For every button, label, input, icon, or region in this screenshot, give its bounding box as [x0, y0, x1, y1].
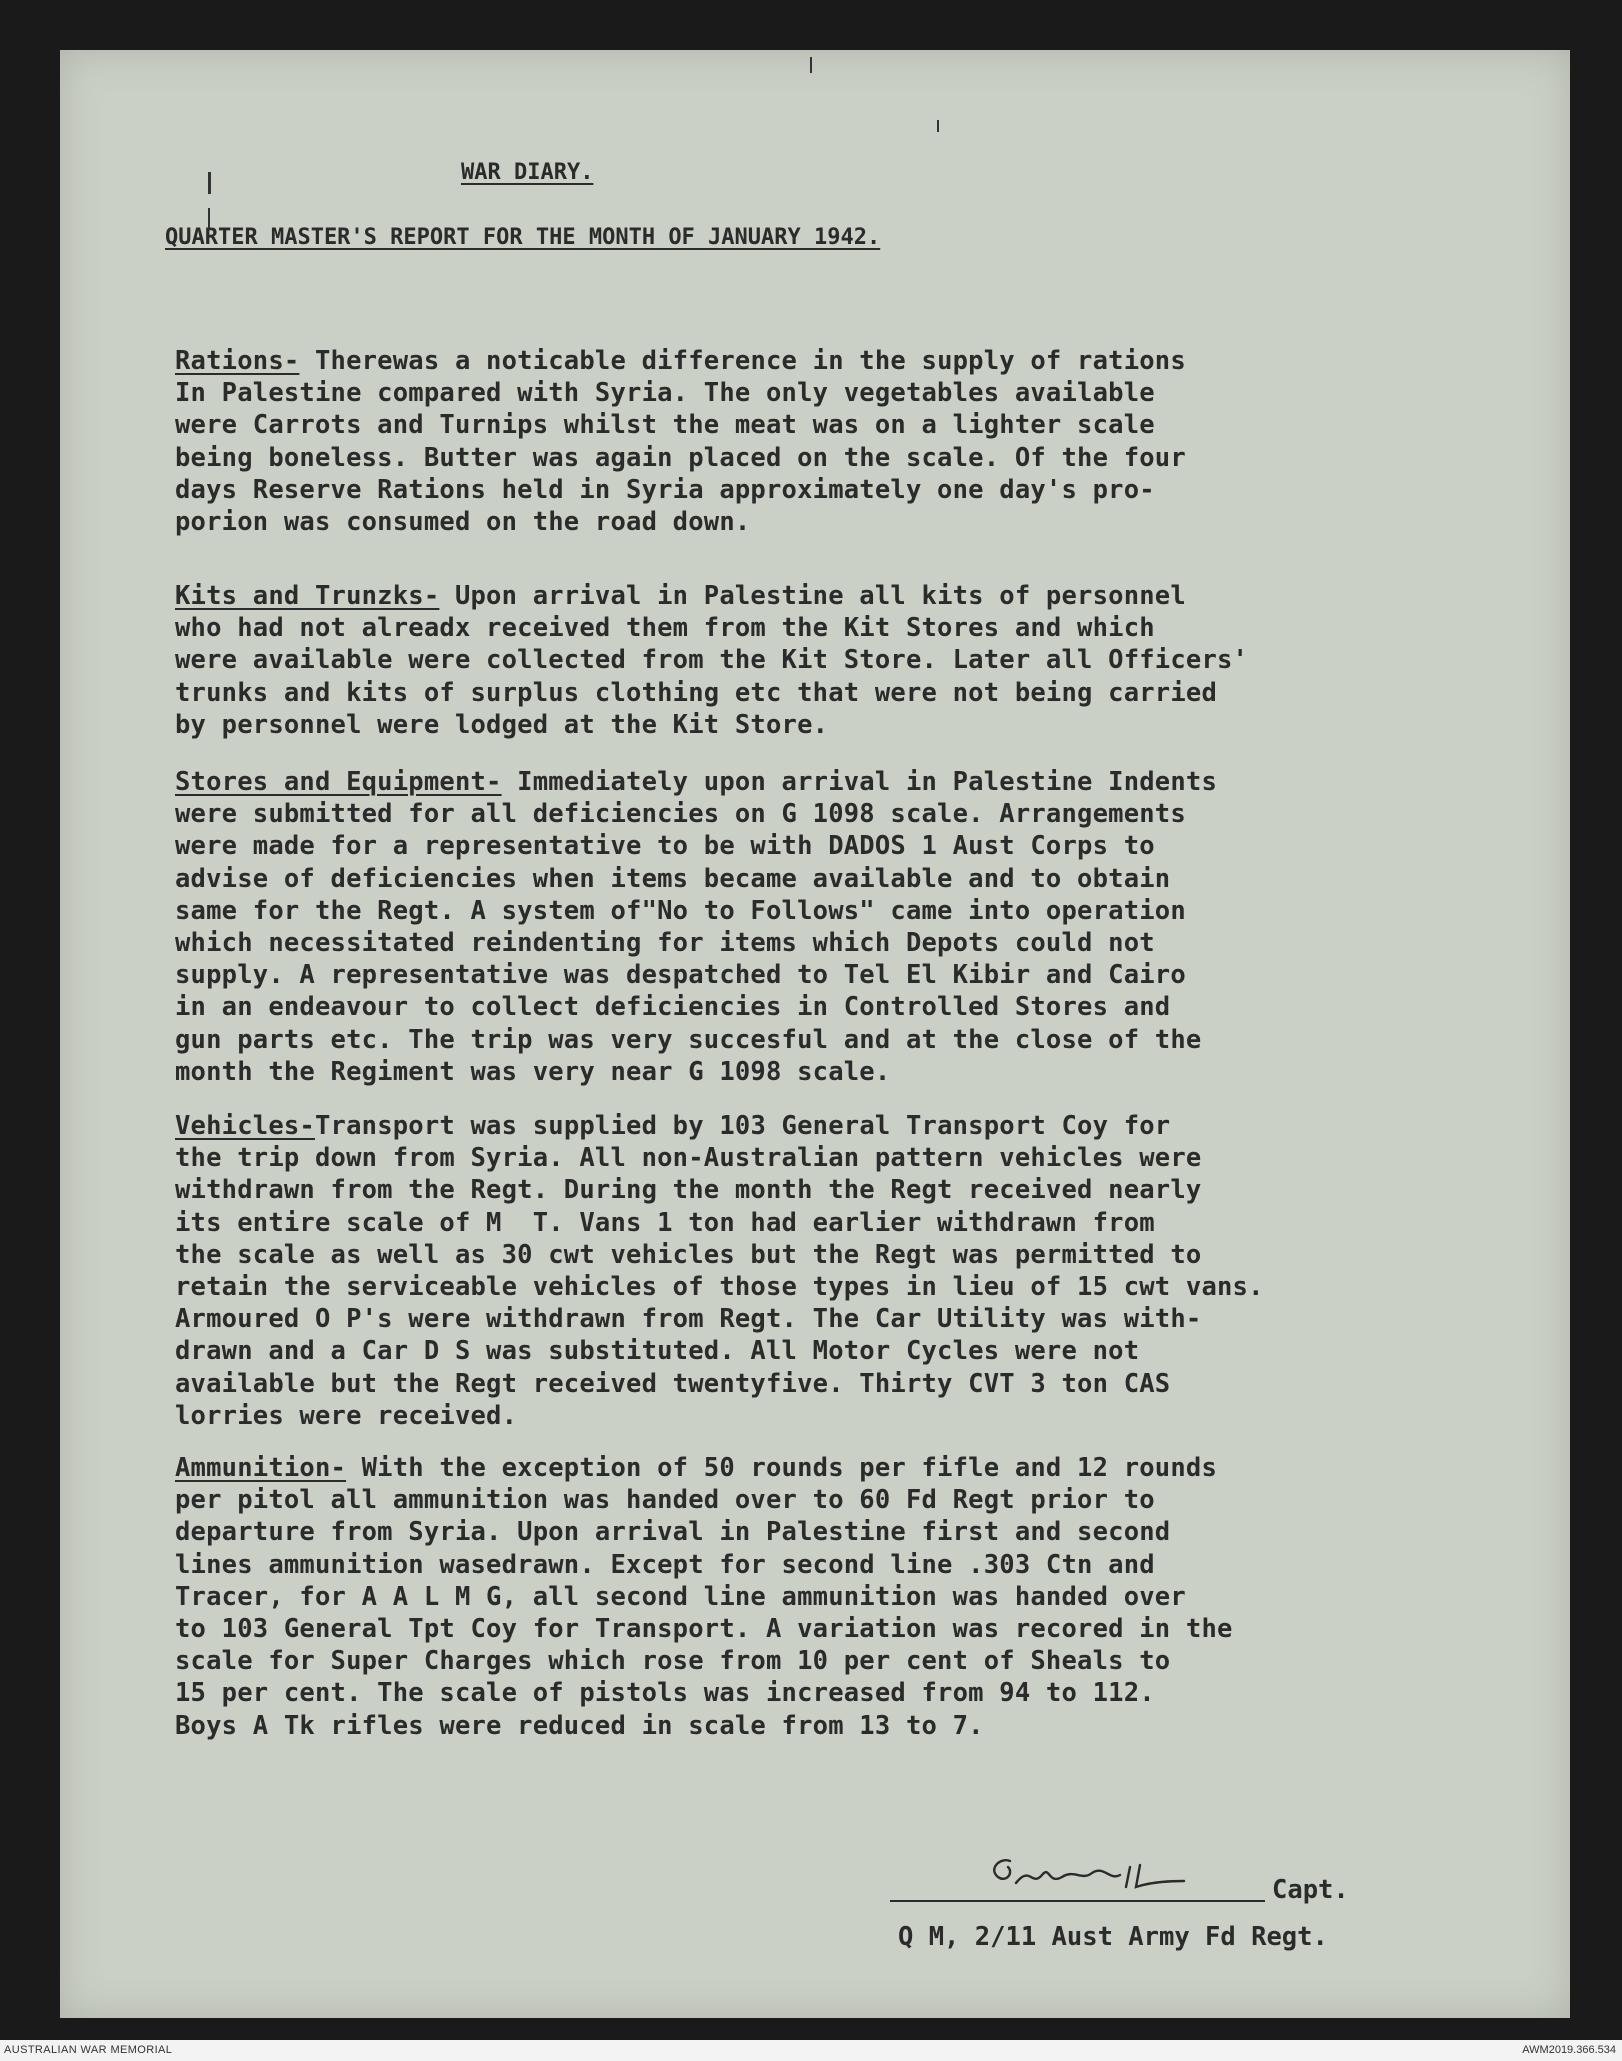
section-text: the trip down from Syria. All non-Australian pattern vehicles were	[175, 1143, 1202, 1174]
section-line	[175, 1484, 1233, 1516]
signature-block	[890, 1855, 1450, 1955]
archive-credit: AUSTRALIAN WAR MEMORIAL	[4, 2044, 173, 2056]
section-stores-and-equipment	[175, 766, 1217, 1088]
margin-mark	[810, 57, 812, 73]
section-rations	[175, 345, 1186, 538]
section-text: were Carrots and Turnips whilst the meat was on a lighter scale	[175, 410, 1155, 441]
section-line	[175, 927, 1217, 959]
section-heading: Stores and Equipment-	[175, 767, 502, 797]
section-line	[175, 1710, 1233, 1742]
section-heading: Rations-	[175, 346, 300, 376]
section-text: gun parts etc. The trip was very succesful and at the close of the	[175, 1024, 1202, 1055]
section-line	[175, 863, 1217, 895]
section-line	[175, 830, 1217, 862]
document-subtitle: QUARTER MASTER'S REPORT FOR THE MONTH OF JANUARY 1942.	[165, 225, 881, 250]
section-line	[175, 959, 1217, 991]
section-text: Armoured O P's were withdrawn from Regt. The Car Utility was with-	[175, 1304, 1202, 1335]
section-text: With the exception of 50 rounds per fifle and 12 rounds	[346, 1453, 1218, 1483]
section-line	[175, 677, 1248, 709]
section-text: Transport was supplied by 103 General Transport Coy for	[314, 1111, 1171, 1141]
section-text: retain the serviceable vehicles of those types in lieu of 15 cwt vans.	[175, 1271, 1264, 1302]
section-text: Tracer, for A A L M G, all second line ammunition was handed over	[175, 1581, 1186, 1612]
section-text: the scale as well as 30 cwt vehicles but the Regt was permitted to	[175, 1239, 1202, 1270]
section-line	[175, 991, 1217, 1023]
section-line	[175, 409, 1186, 441]
section-text: Boys A Tk rifles were reduced in scale from 13 to 7.	[175, 1710, 984, 1741]
section-line	[175, 474, 1186, 506]
section-text: per pitol all ammunition was handed over to 60 Fd Regt prior to	[175, 1485, 1155, 1516]
section-line	[175, 644, 1248, 676]
section-text: Upon arrival in Palestine all kits of personnel	[439, 581, 1186, 611]
section-text: withdrawn from the Regt. During the month the Regt received nearly	[175, 1175, 1202, 1206]
section-text: In Palestine compared with Syria. The only vegetables available	[175, 378, 1155, 409]
section-heading: Vehicles-	[175, 1111, 315, 1141]
section-line	[175, 1303, 1264, 1335]
section-heading: Ammunition-	[175, 1453, 347, 1483]
section-line	[175, 377, 1186, 409]
signature-rank: Capt.	[1272, 1875, 1349, 1905]
section-text: porion was consumed on the road down.	[175, 506, 751, 537]
section-line	[175, 1452, 1233, 1484]
section-text: available but the Regt received twentyfive. Thirty CVT 3 ton CAS	[175, 1368, 1171, 1399]
section-line	[175, 1142, 1264, 1174]
section-text: scale for Super Charges which rose from 10 per cent of Sheals to	[175, 1646, 1171, 1677]
section-line	[175, 580, 1248, 612]
margin-mark	[937, 120, 939, 132]
section-vehicles	[175, 1110, 1264, 1432]
section-text: its entire scale of M T. Vans 1 ton had earlier withdrawn from	[175, 1207, 1155, 1238]
section-text: trunks and kits of surplus clothing etc that were not being carried	[175, 677, 1218, 708]
section-text: supply. A representative was despatched to Tel El Kibir and Cairo	[175, 960, 1186, 991]
section-line	[175, 1549, 1233, 1581]
section-line	[175, 1581, 1233, 1613]
section-text: which necessitated reindenting for items which Depots could not	[175, 927, 1155, 958]
section-line	[175, 1239, 1264, 1271]
section-text: 15 per cent. The scale of pistols was increased from 94 to 112.	[175, 1678, 1155, 1709]
section-text: by personnel were lodged at the Kit Store.	[175, 709, 829, 740]
section-text: who had not alreadx received them from the Kit Stores and which	[175, 613, 1155, 644]
section-line	[175, 1645, 1233, 1677]
section-line	[175, 1110, 1264, 1142]
section-text: lines ammunition wasedrawn. Except for second line .303 Ctn and	[175, 1549, 1155, 1580]
section-line	[175, 1400, 1264, 1432]
section-ammunition	[175, 1452, 1233, 1742]
section-text: were submitted for all deficiencies on G 1098 scale. Arrangements	[175, 799, 1186, 830]
section-heading: Kits and Trunzks-	[175, 581, 440, 611]
section-text: advise of deficiencies when items became available and to obtain	[175, 863, 1171, 894]
section-text: Therewas a noticable difference in the supply of rations	[299, 346, 1186, 376]
section-text: to 103 General Tpt Coy for Transport. A variation was recored in the	[175, 1613, 1233, 1644]
section-text: drawn and a Car D S was substituted. All Motor Cycles were not	[175, 1336, 1140, 1367]
section-line	[175, 1207, 1264, 1239]
section-line	[175, 1516, 1233, 1548]
section-text: were available were collected from the Kit Store. Later all Officers'	[175, 645, 1249, 676]
section-line	[175, 506, 1186, 538]
handwritten-signature	[970, 1847, 1210, 1905]
section-line	[175, 345, 1186, 377]
section-line	[175, 709, 1248, 741]
section-text: being boneless. Butter was again placed on the scale. Of the four	[175, 442, 1186, 473]
section-text: lorries were received.	[175, 1400, 518, 1431]
section-text: month the Regiment was very near G 1098 scale.	[175, 1056, 891, 1087]
section-line	[175, 1271, 1264, 1303]
archive-reference: AWM2019.366.534	[1522, 2044, 1616, 2056]
signature-unit: Q M, 2/11 Aust Army Fd Regt.	[898, 1922, 1328, 1952]
section-line	[175, 1677, 1233, 1709]
section-line	[175, 1335, 1264, 1367]
margin-mark	[208, 172, 211, 194]
section-line	[175, 442, 1186, 474]
section-line	[175, 1368, 1264, 1400]
section-kits-and-trunks	[175, 580, 1248, 741]
section-line	[175, 1174, 1264, 1206]
section-text: were made for a representative to be with DADOS 1 Aust Corps to	[175, 831, 1155, 862]
section-text: days Reserve Rations held in Syria approximately one day's pro-	[175, 474, 1155, 505]
signature-line	[890, 1900, 1265, 1902]
section-line	[175, 766, 1217, 798]
section-line	[175, 798, 1217, 830]
section-line	[175, 1056, 1217, 1088]
document-title: WAR DIARY.	[461, 160, 594, 185]
section-line	[175, 895, 1217, 927]
section-text: same for the Regt. A system of"No to Follows" came into operation	[175, 895, 1186, 926]
section-text: in an endeavour to collect deficiencies in Controlled Stores and	[175, 992, 1171, 1023]
section-line	[175, 1024, 1217, 1056]
section-line	[175, 1613, 1233, 1645]
section-text: Immediately upon arrival in Palestine Indents	[501, 767, 1218, 797]
section-line	[175, 612, 1248, 644]
section-text: departure from Syria. Upon arrival in Palestine first and second	[175, 1517, 1171, 1548]
